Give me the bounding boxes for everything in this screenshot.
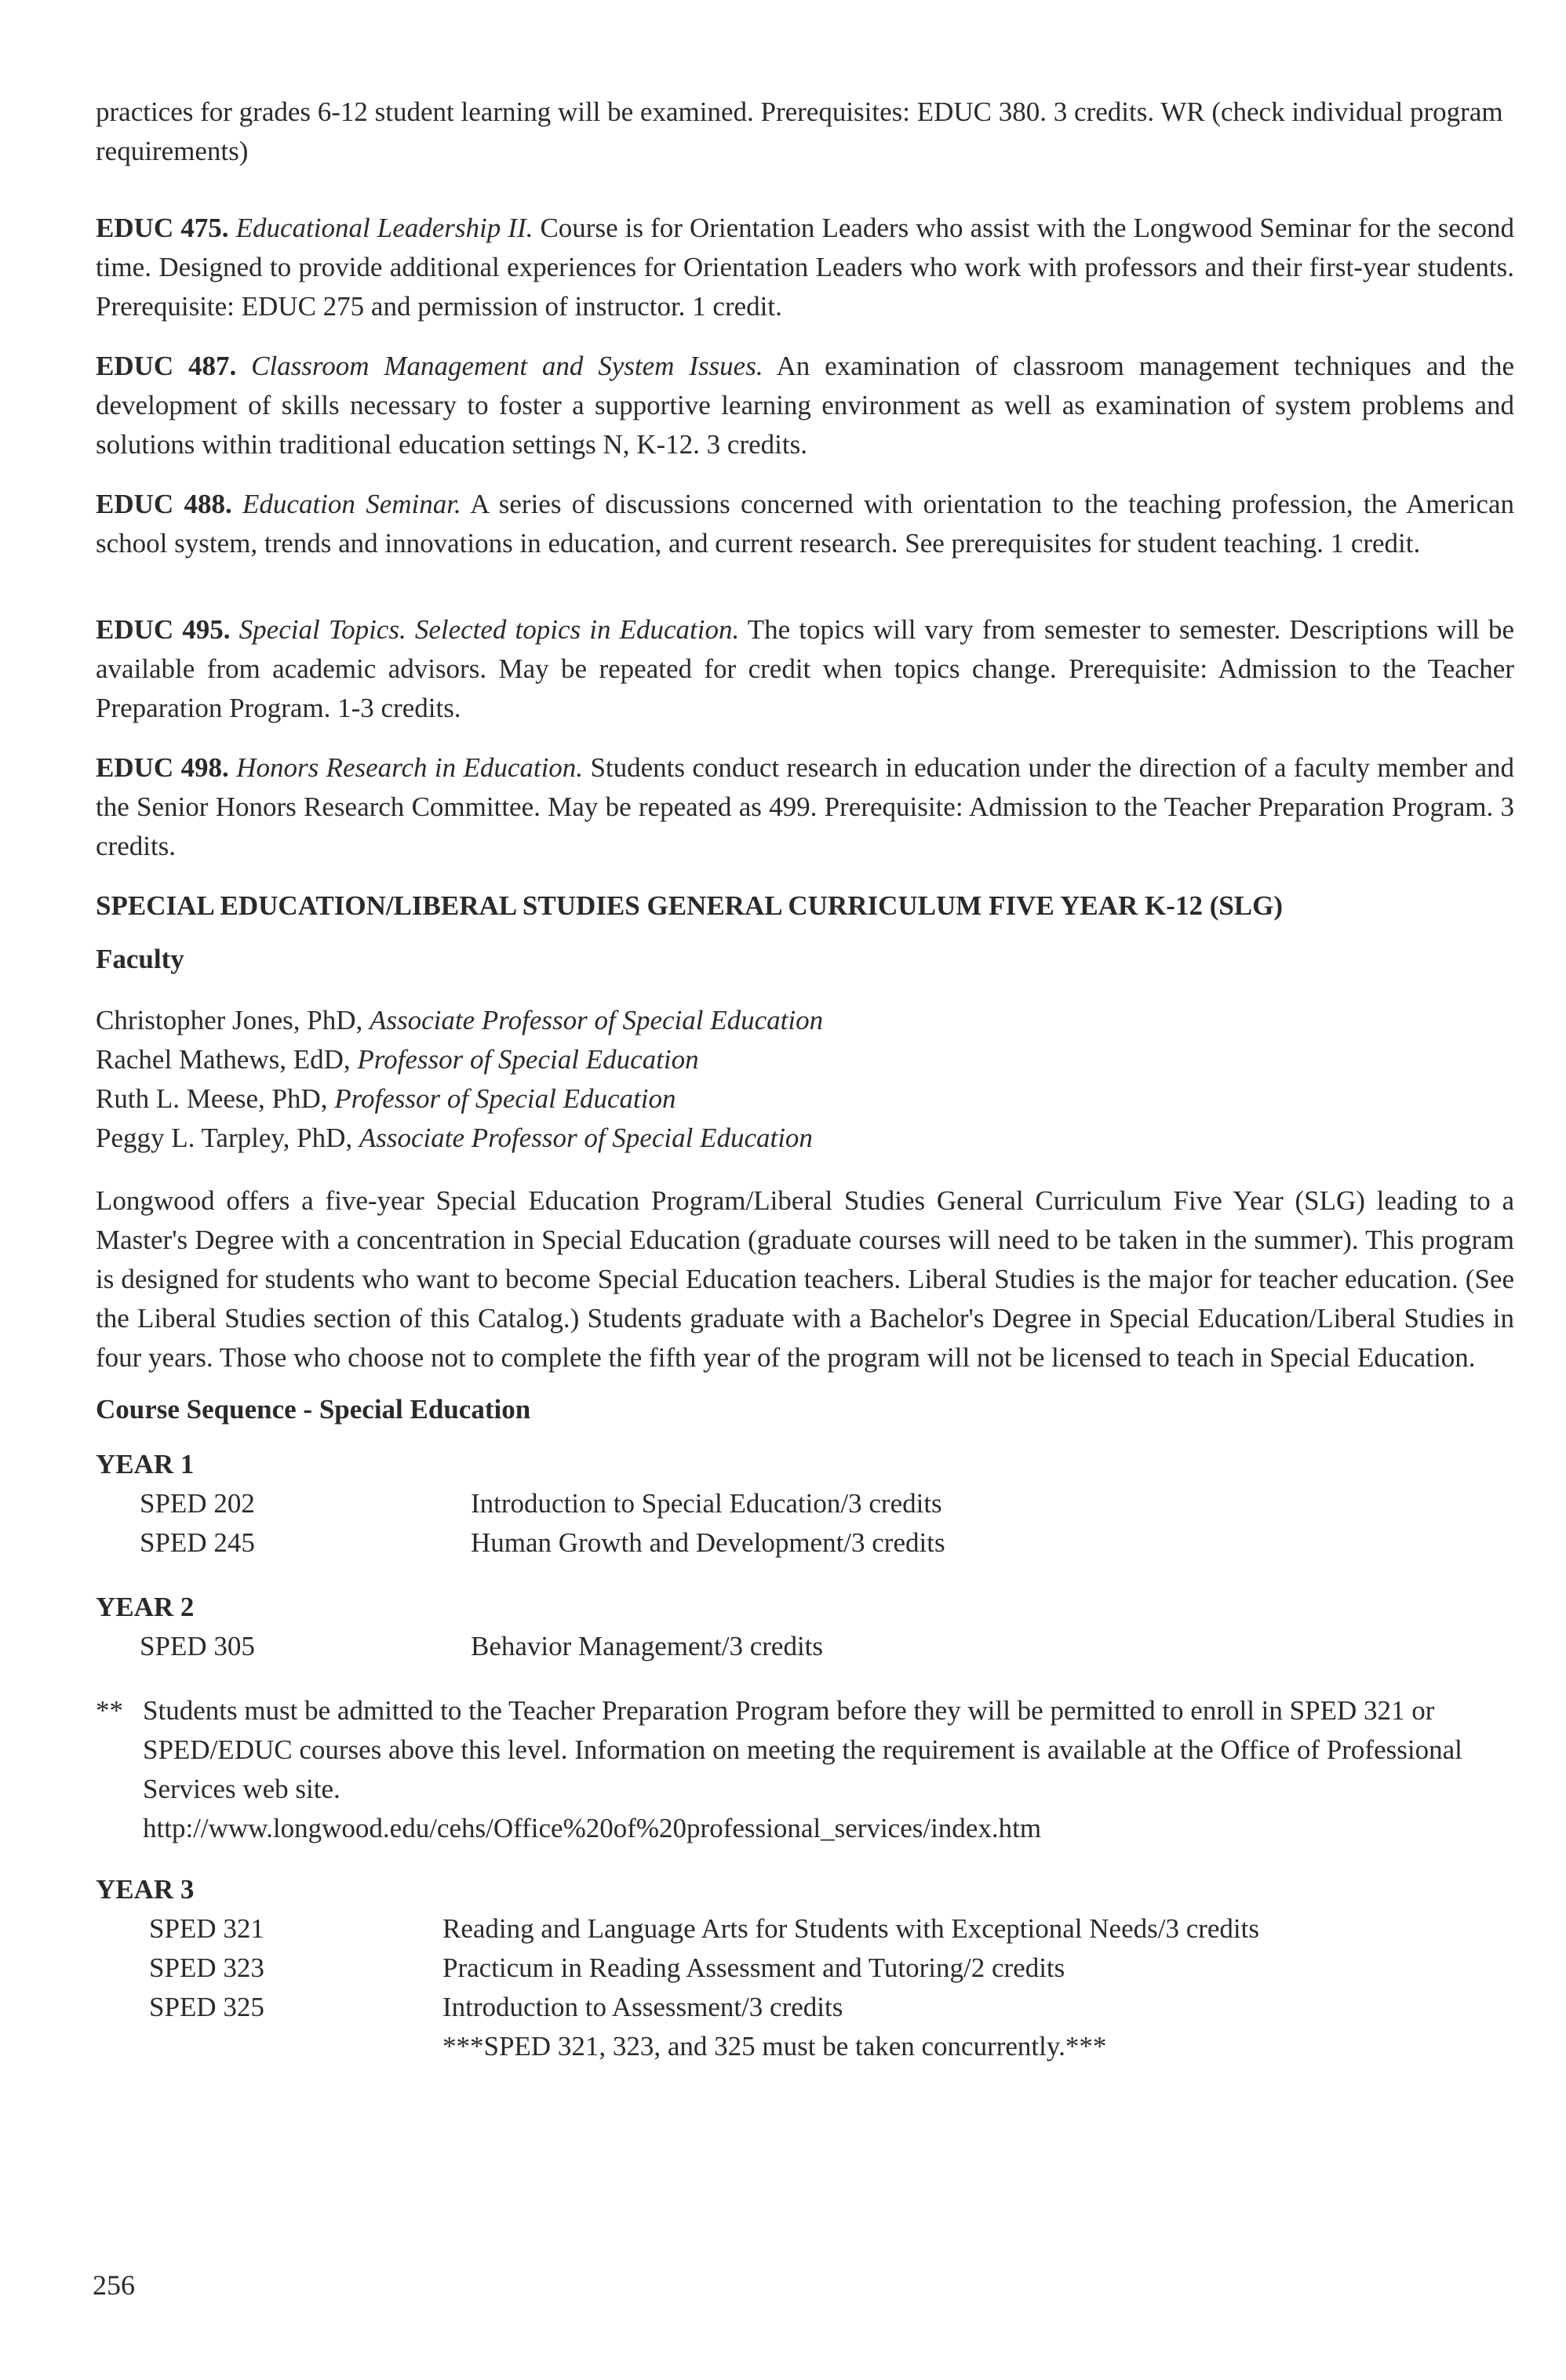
faculty-name: Rachel Mathews, EdD, [96,1044,351,1075]
course-row-code: SPED 202 [140,1488,255,1519]
course-sequence-heading: Course Sequence - Special Education [96,1394,531,1425]
program-description: Longwood offers a five-year Special Education Program/Liberal Studies General Curriculum Five Year (SLG) leading to a Master's Degree with a concentration in Special Education (graduate courses will need to be taken in the summer). This program is designed for students who want to become Special Education teachers. Liberal Studies is the major for teacher education. (See the Liberal Studies section of this Catalog.) Students graduate with a Bachelor's Degree in Special Education/Liberal Studies in four years. Those who choose not to complete the fifth year of the program will not be licensed to teach in Special Education. [96,1185,1514,1373]
course-row-code: SPED 323 [149,1952,264,1983]
course-row-desc: Human Growth and Development/3 credits [471,1527,945,1558]
course-entry-educ-498 [96,748,1514,866]
note-marker: ** [96,1695,123,1726]
course-title: Special Topics. Selected topics in Education. [239,614,740,645]
course-row-code: SPED 321 [149,1913,264,1944]
course-row [96,1484,1514,1523]
course-code: EDUC 487. [96,351,237,381]
course-row-desc: Reading and Language Arts for Students with Exceptional Needs/3 credits [442,1913,1259,1944]
year-label: YEAR 1 [96,1449,195,1479]
course-title: Classroom Management and System Issues. [251,351,763,381]
course-row-code: SPED 305 [140,1631,255,1661]
course-description: Course is for Orientation Leaders who assist with the Longwood Seminar for the second time. Designed to provide additional experiences for Orientation Leaders who work with professors and their first-year students. Prerequisite: EDUC 275 and permission of instructor. 1 credit. [96,213,1515,322]
year-2-block [96,1588,1514,1666]
faculty-rank: Professor of Special Education [334,1083,676,1114]
faculty-list [96,1001,1514,1158]
course-description: An examination of classroom management techniques and the development of skills necessary to foster a supportive learning environment as well as examination of system problems and solutions within traditional education settings N, K-12. 3 credits. [96,351,1515,460]
faculty-rank: Associate Professor of Special Education [359,1123,813,1153]
course-entry-educ-487 [96,347,1514,464]
course-title: Education Seminar. [242,489,461,519]
note-text: Students must be admitted to the Teacher Preparation Program before they will be permitted to enroll in SPED 321 or SPED/EDUC courses above this level. Information on meeting the requirement is available at the Office of Professional Services web site. [143,1695,1462,1804]
year-label: YEAR 3 [96,1874,195,1905]
year-3-block [96,1870,1514,2066]
faculty-member [96,1001,1514,1040]
course-row [96,1949,1514,1988]
faculty-member [96,1119,1514,1158]
course-description: A series of discussions concerned with orientation to the teaching profession, the American school system, trends and innovations in education, and current research. See prerequisites for student teaching. 1 credit. [96,489,1514,559]
page-number: 256 [93,2269,135,2301]
course-row-code: SPED 325 [149,1992,264,2022]
catalog-page [96,93,1514,2091]
course-row [96,1523,1514,1563]
year-label: YEAR 2 [96,1592,195,1622]
year-1-block [96,1445,1514,1563]
course-code: EDUC 475. [96,213,229,243]
course-row-code: SPED 245 [140,1527,255,1558]
course-code: EDUC 498. [96,752,229,783]
faculty-name: Christopher Jones, PhD, [96,1005,363,1035]
course-row-desc: Behavior Management/3 credits [471,1631,824,1661]
course-description: The topics will vary from semester to semester. Descriptions will be available from academic advisors. May be repeated for credit when topics change. Prerequisite: Admission to the Teacher Preparation Program. 1-3 credits. [96,614,1514,723]
note-url-link[interactable]: http://www.longwood.edu/cehs/Office%20of%20professional_services/index.htm [143,1813,1042,1843]
course-description: Students conduct research in education under the direction of a faculty member and the Senior Honors Research Committee. May be repeated as 499. Prerequisite: Admission to the Teacher Preparation Program. 3 credits. [96,752,1514,861]
course-row [96,1909,1514,1949]
intro-paragraph: practices for grades 6-12 student learning will be examined. Prerequisites: EDUC 380. 3 credits. WR (check individual program requirements) [96,96,1503,166]
course-row-desc: Practicum in Reading Assessment and Tutoring/2 credits [442,1952,1065,1983]
faculty-name: Peggy L. Tarpley, PhD, [96,1123,353,1153]
course-row [96,1627,1514,1666]
faculty-name: Ruth L. Meese, PhD, [96,1083,328,1114]
course-title: Honors Research in Education. [236,752,584,783]
faculty-heading: Faculty [96,944,184,974]
course-row [96,1988,1514,2027]
faculty-rank: Associate Professor of Special Education [370,1005,824,1035]
course-entry-educ-475 [96,209,1514,326]
course-entry-educ-488 [96,485,1514,563]
faculty-rank: Professor of Special Education [357,1044,699,1075]
course-entry-educ-495 [96,610,1514,728]
course-code: EDUC 488. [96,489,232,519]
course-row-desc: Introduction to Assessment/3 credits [442,1992,843,2022]
faculty-member [96,1040,1514,1079]
course-row-desc: Introduction to Special Education/3 credits [471,1488,942,1519]
faculty-member [96,1079,1514,1119]
admission-note [96,1691,1514,1848]
section-heading: SPECIAL EDUCATION/LIBERAL STUDIES GENERAL CURRICULUM FIVE YEAR K-12 (SLG) [96,890,1284,921]
course-code: EDUC 495. [96,614,231,645]
course-title: Educational Leadership II. [235,213,534,243]
concurrent-note: ***SPED 321, 323, and 325 must be taken concurrently.*** [442,2031,1107,2062]
